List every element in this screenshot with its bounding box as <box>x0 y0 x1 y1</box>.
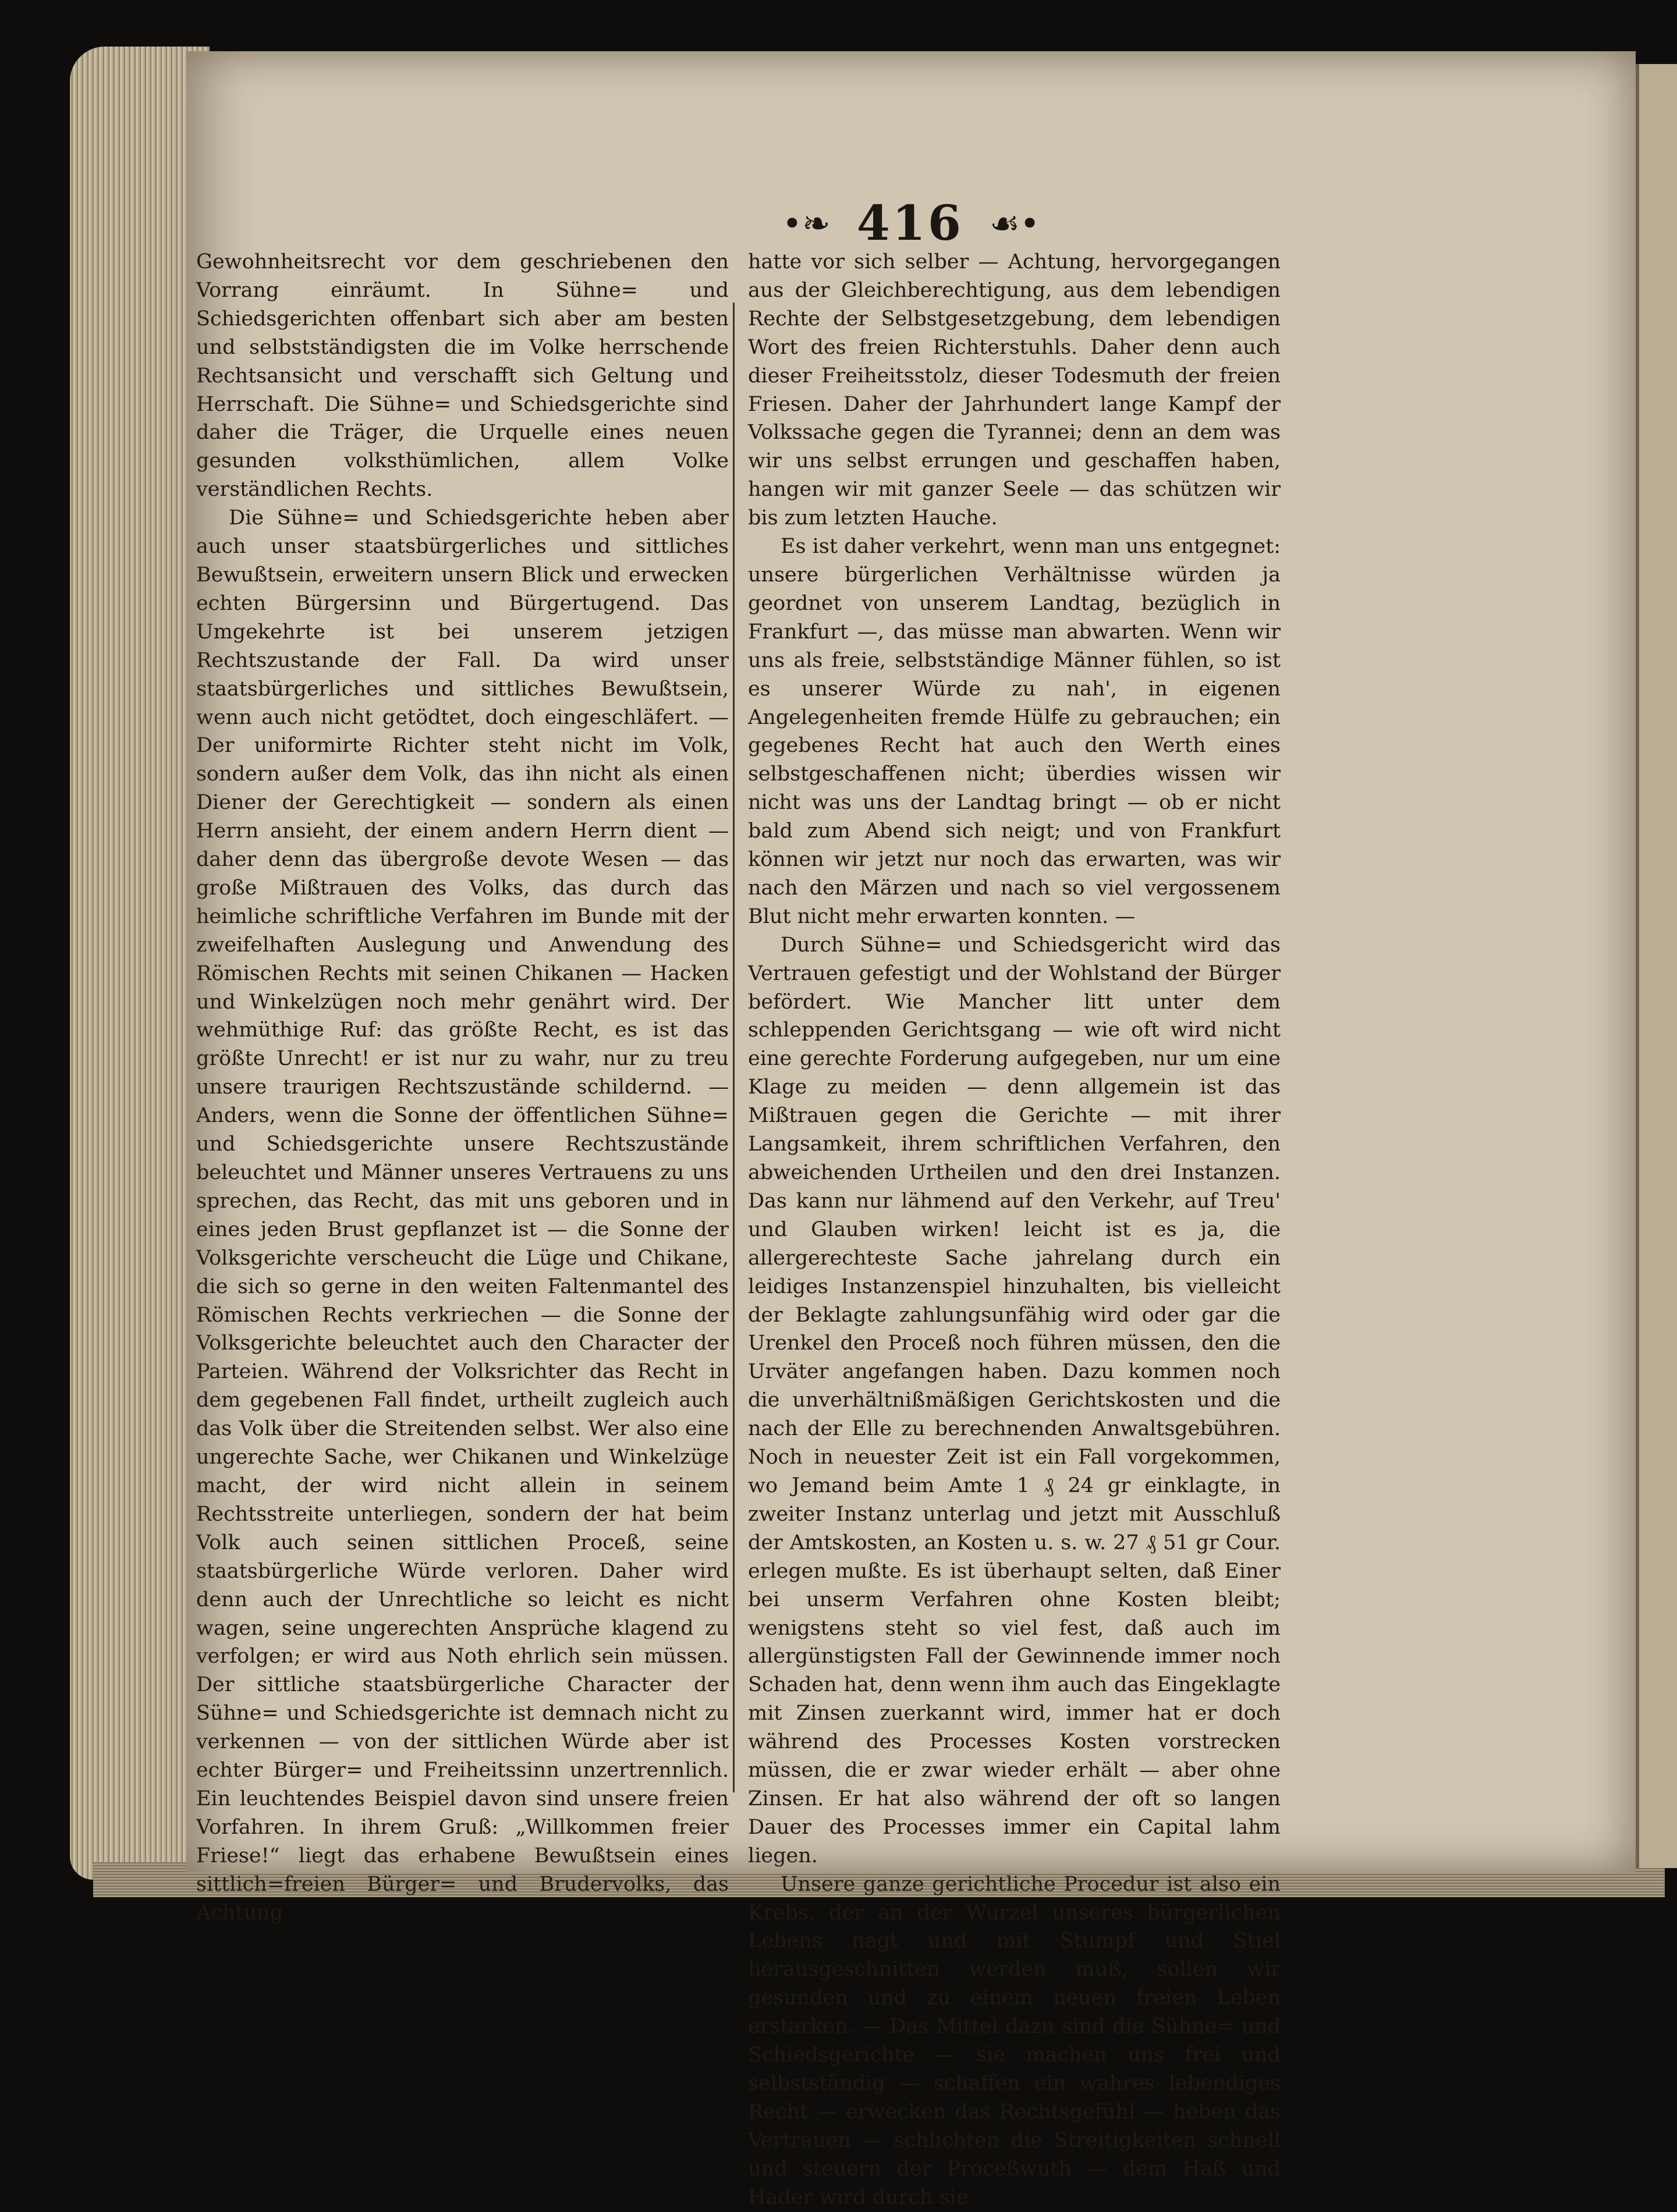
next-page-edge <box>1636 64 1677 1868</box>
ornament-right-icon: ☙• <box>989 204 1040 243</box>
column-divider <box>733 303 735 1792</box>
page-number: 416 <box>856 196 963 251</box>
paragraph: Die Sühne= und Schiedsgerichte heben aber auch unser staatsbürgerliches und sittliches Bewußtsein, erweitern unsern Blick und erwecken echten Bürgersinn und Bürgertugend. Das Umgekehrte ist bei unserem jetzigen Rechtszustande der Fall. Da wird unser staatsbürgerliches und sittliches Bewußtsein, wenn auch nicht getödtet, doch eingeschläfert. — Der uniformirte Richter steht nicht im Volk, sondern außer dem Volk, das ihn nicht als einen Diener der Gerechtigkeit — sondern als einen Herrn ansieht, der einem andern Herrn dient — daher denn das übergroße devote Wesen — das große Mißtrauen des Volks, das durch das heimliche schriftliche Verfahren im Bunde mit der zweifelhaften Auslegung und Anwendung des Römischen Rechts mit seinen Chikanen — Hacken und Winkelzügen noch mehr genährt wird. Der wehmüthige Ruf: das größte Recht, es ist das größte Unrecht! er ist nur zu wahr, nur zu treu unsere traurigen Rechtszustände schildernd. — Anders, wenn die Sonne der öffentlichen Sühne= und Schiedsgerichte unsere Rechtszustände beleuchtet und Männer unseres Vertrauens zu uns sprechen, das Recht, das mit uns geboren und in eines jeden Brust gepflanzet ist — die Sonne der Volksgerichte verscheucht die Lüge und Chikane, die sich so gerne in den weiten Faltenmantel des Römischen Rechts verkriechen — die Sonne der Volksgerichte beleuchtet auch den Character der Parteien. Während der Volksrichter das Recht in dem gegebenen Fall findet, urtheilt zugleich auch das Volk über die Streitenden selbst. Wer also eine ungerechte Sache, wer Chikanen und Winkelzüge macht, der wird nicht allein in seinem Rechtsstreite unterliegen, sondern der hat beim Volk auch seinen sittlichen Proceß, seine staatsbürgerliche Würde verloren. Daher wird denn auch der Unrechtliche so leicht es nicht wagen, seine ungerechten Ansprüche klagend zu verfolgen; er wird aus Noth ehrlich sein müssen. Der sittliche staatsbürgerliche Character der Sühne= und Schiedsgerichte ist demnach nicht zu verkennen — von der sittlichen Würde aber ist echter Bürger= und Freiheitssinn unzertrennlich. Ein leuchtendes Beispiel davon sind unsere freien Vorfahren. In ihrem Gruß: „Willkommen freier Friese!“ liegt das erhabene Bewußtsein eines sittlich=freien Bürger= und Brudervolks, das Achtung <box>196 506 729 1925</box>
right-column <box>748 248 1281 2209</box>
paragraph: Gewohnheitsrecht vor dem geschriebenen den Vorrang einräumt. In Sühne= und Schiedsgerichten offenbart sich aber am besten und selbstständigsten die im Volke herrschende Rechtsansicht und verschafft sich Geltung und Herrschaft. Die Sühne= und Schiedsgerichte sind daher die Träger, die Urquelle eines neuen gesunden volksthümlichen, allem Volke verständlichen Rechts. <box>196 250 729 502</box>
paragraph: Unsere ganze gerichtliche Procedur ist also ein Krebs, der an der Wurzel unseres bürgerlichen Lebens nagt und mit Stumpf und Stiel herausgeschnitten werden muß, sollen wir gesunden und zu einem neuen freien Leben erstarken. — Das Mittel dazu sind die Sühne= und Schiedsgerichte — sie machen uns frei und selbstständig — schaffen ein wahres lebendiges Recht — erwecken das Rechtsgefühl — heben das Vertrauen — schlichten die Streitigkeiten schnell und steuern der Proceßwuth — dem Haß und Hader wird durch sie <box>748 1872 1281 2209</box>
left-column <box>196 248 729 1925</box>
paragraph: Durch Sühne= und Schiedsgericht wird das Vertrauen gefestigt und der Wohlstand der Bürger befördert. Wie Mancher litt unter dem schleppenden Gerichtsgang — wie oft wird nicht eine gerechte Forderung aufgegeben, nur um eine Klage zu meiden — denn allgemein ist das Mißtrauen gegen die Gerichte — mit ihrer Langsamkeit, ihrem schriftlichen Verfahren, den abweichenden Urtheilen und den drei Instanzen. Das kann nur lähmend auf den Verkehr, auf Treu' und Glauben wirken! leicht ist es ja, die allergerechteste Sache jahrelang durch ein leidiges Instanzenspiel hinzuhalten, bis vielleicht der Beklagte zahlungsunfähig wird oder gar die Urenkel den Proceß noch führen müssen, den die Urväter angefangen haben. Dazu kommen noch die unverhältnißmäßigen Gerichtskosten und die nach der Elle zu berechnenden Anwaltsgebühren. Noch in neuester Zeit ist ein Fall vorgekommen, wo Jemand beim Amte 1 ₰ 24 gr einklagte, in zweiter Instanz unterlag und jetzt mit Ausschluß der Amtskosten, an Kosten u. s. w. 27 ₰ 51 gr Cour. erlegen mußte. Es ist überhaupt selten, daß Einer bei unserm Verfahren ohne Kosten bleibt; wenigstens steht so viel fest, daß auch im allergünstigsten Fall der Gewinnende immer noch Schaden hat, denn wenn ihm auch das Eingeklagte mit Zinsen zuerkannt wird, immer hat er doch während des Processes Kosten vorstrecken müssen, die er zwar wieder erhält — aber ohne Zinsen. Er hat also während der oft so langen Dauer des Processes immer ein Capital lahm liegen. <box>748 933 1281 1867</box>
ornament-left-icon: •❧ <box>782 204 831 243</box>
paragraph: Es ist daher verkehrt, wenn man uns entgegnet: unsere bürgerlichen Verhältnisse würden ja geordnet von unserem Landtag, bezüglich in Frankfurt —, das müsse man abwarten. Wenn wir uns als freie, selbstständige Männer fühlen, so ist es unserer Würde zu nah', in eigenen Angelegenheiten fremde Hülfe zu gebrauchen; ein gegebenes Recht hat auch den Werth eines selbstgeschaffenen nicht; überdies wissen wir nicht was uns der Landtag bringt — ob er nicht bald zum Abend sich neigt; und von Frankfurt können wir jetzt nur noch das erwarten, was wir nach den Märzen und nach so viel vergossenem Blut nicht mehr erwarten konnten. — <box>748 535 1281 928</box>
paragraph: hatte vor sich selber — Achtung, hervorgegangen aus der Gleichberechtigung, aus dem lebendigen Rechte der Selbstgesetzgebung, dem lebendigen Wort des freien Richterstuhls. Daher denn auch dieser Freiheitsstolz, dieser Todesmuth der freien Friesen. Daher der Jahrhundert lange Kampf der Volkssache gegen die Tyrannei; denn an dem was wir uns selbst errungen und geschaffen haben, hangen wir mit ganzer Seele — das schützen wir bis zum letzten Hauche. <box>748 250 1281 530</box>
